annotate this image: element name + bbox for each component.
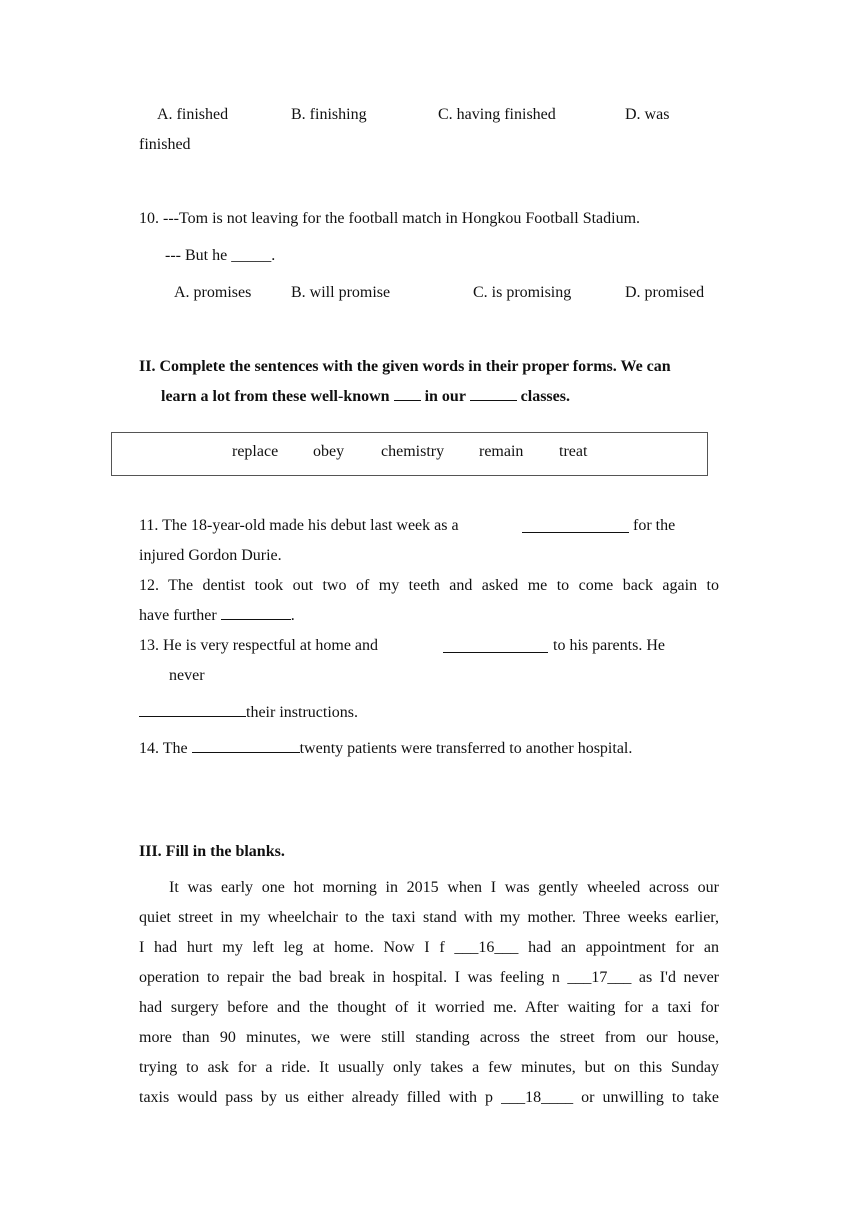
- passage-line-7: trying to ask for a ride. It usually only takes a few minutes, but on this Sunday: [139, 1059, 719, 1076]
- section2-blank-1: [394, 388, 421, 401]
- section2-heading-a: learn a lot from these well-known: [161, 388, 394, 405]
- q14-text-b: twenty patients were transferred to another hospital.: [299, 740, 633, 757]
- q13-line2: never: [169, 667, 205, 684]
- word-box: [111, 432, 708, 476]
- q10-reply-post: .: [271, 247, 276, 264]
- q9-option-c: C. having finished: [438, 106, 556, 123]
- q13-line1-end: to his parents. He: [553, 637, 665, 654]
- q9-option-a: A. finished: [157, 106, 229, 123]
- q12-line2: [139, 607, 295, 625]
- q10-blank: _____: [231, 247, 272, 264]
- q14-text-a: 14. The: [139, 740, 192, 757]
- passage-line-6: more than 90 minutes, we were still standing across the street from our house,: [139, 1029, 719, 1046]
- q13-blank-1: [443, 640, 548, 653]
- q10-option-a: A. promises: [174, 284, 252, 301]
- section2-heading-line1: II. Complete the sentences with the given words in their proper forms. We can: [139, 358, 671, 375]
- word-remain: remain: [479, 443, 524, 460]
- q11-line2: injured Gordon Durie.: [139, 547, 282, 564]
- word-replace: replace: [232, 443, 279, 460]
- section3-heading: III. Fill in the blanks.: [139, 843, 285, 860]
- q13-blank-2: [139, 704, 246, 717]
- passage-line-2: quiet street in my wheelchair to the taxi stand with my mother. Three weeks earlier,: [139, 909, 719, 926]
- q11-line1-text: 11. The 18-year-old made his debut last week as a: [139, 517, 459, 534]
- q10-stem: 10. ---Tom is not leaving for the football match in Hongkou Football Stadium.: [139, 210, 641, 227]
- passage-line-8: taxis would pass by us either already filled with p ___18____ or unwilling to take: [139, 1089, 719, 1106]
- q13-line1-text: 13. He is very respectful at home and: [139, 637, 379, 654]
- q11-line1-end: for the: [633, 517, 676, 534]
- q10-reply: [165, 247, 275, 265]
- passage-line-4: operation to repair the bad break in hospital. I was feeling n ___17___ as I'd never: [139, 969, 719, 986]
- q12-line1: 12. The dentist took out two of my teeth and asked me to come back again to: [139, 577, 719, 594]
- section2-blank-2: [470, 388, 517, 401]
- word-treat: treat: [559, 443, 588, 460]
- section2-heading-b: in our: [420, 388, 470, 405]
- q9-option-d: D. was: [625, 106, 670, 123]
- q9-option-b: B. finishing: [291, 106, 367, 123]
- word-chemistry: chemistry: [381, 443, 445, 460]
- q12-text: have further: [139, 607, 221, 624]
- q13-line3: [139, 704, 358, 722]
- passage-line-1: It was early one hot morning in 2015 when I was gently wheeled across our: [169, 879, 719, 896]
- q14-blank: [192, 740, 300, 753]
- q11-blank: [522, 520, 629, 533]
- q14-line: [139, 740, 632, 758]
- q12-end: .: [290, 607, 295, 624]
- passage-line-3: I had hurt my left leg at home. Now I f ___16___ had an appointment for an: [139, 939, 719, 956]
- q10-reply-pre: --- But he: [165, 247, 232, 264]
- q10-option-d: D. promised: [625, 284, 705, 301]
- word-obey: obey: [313, 443, 345, 460]
- q10-option-b: B. will promise: [291, 284, 391, 301]
- q13-end: their instructions.: [246, 704, 358, 721]
- q12-blank: [221, 607, 291, 620]
- passage-line-5: had surgery before and the thought of it worried me. After waiting for a taxi for: [139, 999, 719, 1016]
- q9-option-d-wrap: finished: [139, 136, 191, 153]
- section2-heading-line2: [161, 388, 570, 406]
- q10-option-c: C. is promising: [473, 284, 572, 301]
- section2-heading-c: classes.: [516, 388, 570, 405]
